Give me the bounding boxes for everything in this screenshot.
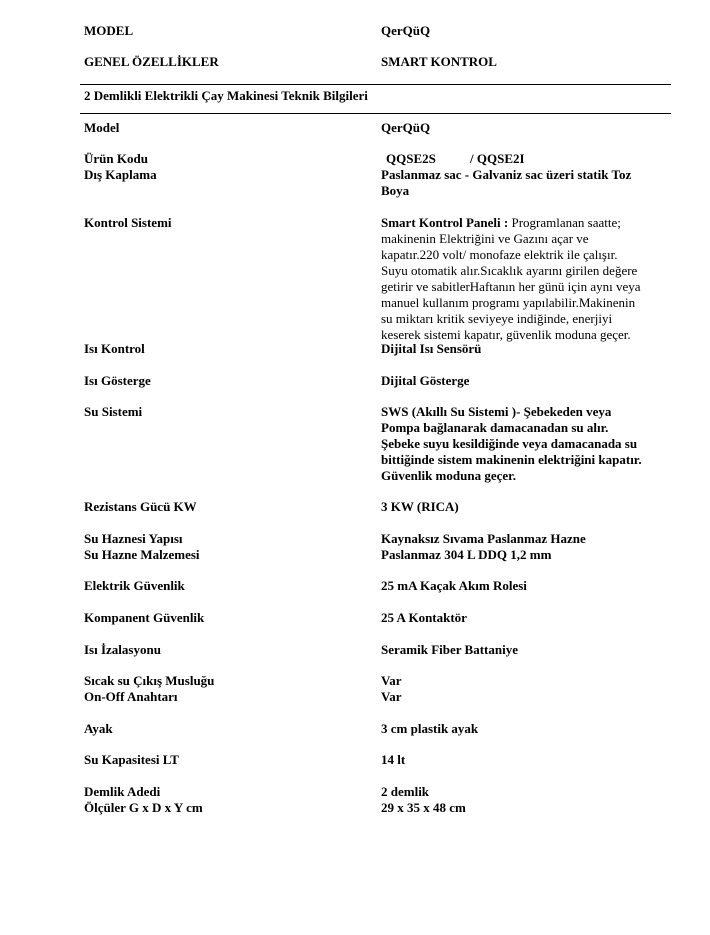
tank-structure-label: Su Haznesi Yapısı [84, 531, 183, 546]
tank-material-value: Paslanmaz 304 L DDQ 1,2 mm [381, 547, 552, 562]
teapot-count-value: 2 demlik [381, 784, 430, 799]
feet-value: 3 cm plastik ayak [381, 721, 479, 736]
water-system-line: Şebeke suyu kesildiğinde veya damacanada su [381, 436, 638, 451]
heat-control-value: Dijital Isı Sensörü [381, 341, 482, 356]
product-code-label: Ürün Kodu [84, 151, 148, 166]
water-system-line: SWS (Akıllı Su Sistemi )- Şebekeden veya [381, 404, 612, 419]
header-model-value: QerQüQ [381, 23, 431, 38]
control-panel-text: Programlanan saatte; [511, 215, 621, 230]
water-capacity-value: 14 lt [381, 752, 406, 767]
outer-coating-line: Paslanmaz sac - Galvaniz sac üzeri statik Toz [381, 167, 632, 182]
hot-water-tap-label: Sıcak su Çıkış Musluğu [84, 673, 215, 688]
water-system-line: Güvenlik moduna geçer. [381, 468, 516, 483]
control-system-first-line [381, 215, 621, 231]
tank-material-label: Su Hazne Malzemesi [84, 547, 200, 562]
table-header-value: QerQüQ [381, 120, 431, 135]
electric-safety-value: 25 mA Kaçak Akım Rolesi [381, 578, 527, 593]
control-system-line: su miktarı kritik seviyeye indiğinde, enerjiyi [381, 311, 613, 326]
feet-label: Ayak [84, 721, 113, 736]
heat-display-label: Isı Gösterge [84, 373, 151, 388]
control-panel-bold: Smart Kontrol Paneli : [381, 215, 509, 230]
component-safety-label: Kompanent Güvenlik [84, 610, 205, 625]
product-code-1: QQSE2S [386, 151, 436, 166]
control-system-line: kapatır.220 volt/ monofaze elektrik ile çalışır. [381, 247, 618, 262]
table-header-label: Model [84, 120, 120, 135]
resistance-power-value: 3 KW (RICA) [381, 499, 459, 514]
control-system-line: manuel kullanım programı yapılabilir.Makinenin [381, 295, 636, 310]
heat-insulation-value: Seramik Fiber Battaniye [381, 642, 518, 657]
heat-insulation-label: Isı İzalasyonu [84, 642, 161, 657]
outer-coating-label: Dış Kaplama [84, 167, 157, 182]
outer-coating-line: Boya [381, 183, 410, 198]
tank-structure-value: Kaynaksız Sıvama Paslanmaz Hazne [381, 531, 586, 546]
header-general-label: GENEL ÖZELLİKLER [84, 54, 219, 69]
water-system-line: Pompa bağlanarak damacanadan su alır. [381, 420, 609, 435]
dimensions-value: 29 x 35 x 48 cm [381, 800, 466, 815]
divider-top [80, 84, 671, 85]
teapot-count-label: Demlik Adedi [84, 784, 161, 799]
heat-display-value: Dijital Gösterge [381, 373, 470, 388]
on-off-switch-value: Var [381, 689, 402, 704]
divider-middle [80, 113, 671, 114]
on-off-switch-label: On-Off Anahtarı [84, 689, 178, 704]
control-system-line: makinenin Elektriğini ve Gazını açar ve [381, 231, 589, 246]
heat-control-label: Isı Kontrol [84, 341, 145, 356]
control-system-line: getirir ve sabitlerHaftanın her günü için aynı veya [381, 279, 641, 294]
header-general-value: SMART KONTROL [381, 54, 497, 69]
header-model-label: MODEL [84, 23, 134, 38]
section-title: 2 Demlikli Elektrikli Çay Makinesi Teknik Bilgileri [84, 88, 368, 103]
hot-water-tap-value: Var [381, 673, 402, 688]
water-system-label: Su Sistemi [84, 404, 143, 419]
control-system-line: keserek sistemi kapatır, güvenlik moduna geçer. [381, 327, 631, 342]
resistance-power-label: Rezistans Gücü KW [84, 499, 197, 514]
water-capacity-label: Su Kapasitesi LT [84, 752, 179, 767]
electric-safety-label: Elektrik Güvenlik [84, 578, 185, 593]
control-system-label: Kontrol Sistemi [84, 215, 172, 230]
dimensions-label: Ölçüler G x D x Y cm [84, 800, 203, 815]
water-system-line: bittiğinde sistem makinenin elektriğini kapatır. [381, 452, 642, 467]
component-safety-value: 25 A Kontaktör [381, 610, 467, 625]
product-code-2: / QQSE2I [470, 151, 525, 166]
control-system-line: Suyu otomatik alır.Sıcaklık ayarını girilen değere [381, 263, 638, 278]
